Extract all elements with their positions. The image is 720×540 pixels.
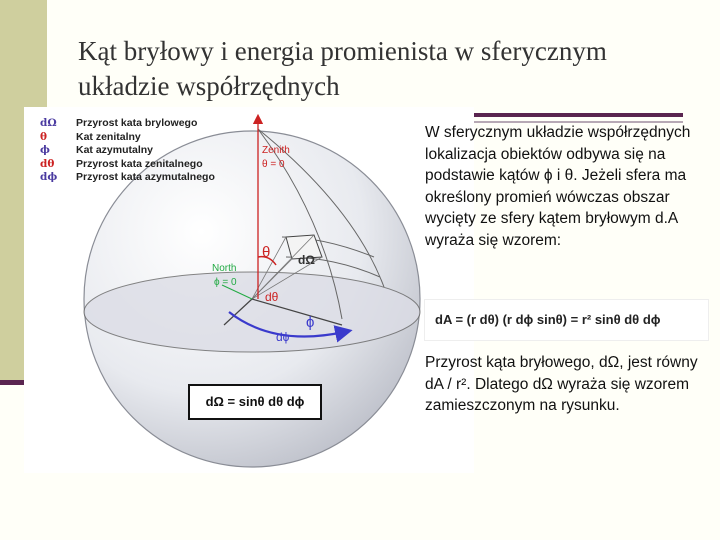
legend-label: Kat azymutalny xyxy=(76,144,154,156)
legend-symbol: dΩ xyxy=(40,117,57,129)
solid-angle-figure xyxy=(24,107,474,473)
d-phi-label: dϕ xyxy=(276,330,290,344)
zenith-label: Zenith xyxy=(262,145,290,156)
legend-label: Przyrost kata zenitalnego xyxy=(76,157,203,170)
north-angle-label: ϕ = 0 xyxy=(214,277,237,288)
legend-symbol: θ xyxy=(40,130,48,143)
legend-label: Przyrost kata azymutalnego xyxy=(76,171,215,183)
legend-item xyxy=(36,131,215,145)
legend xyxy=(36,117,215,185)
legend-item xyxy=(36,158,215,172)
equator-plane xyxy=(84,272,420,352)
paragraph-conclusion: Przyrost kąta bryłowego, dΩ, jest równy dA / r². Dlatego dΩ wyraża się wzorem zamieszczonym na rysunku. xyxy=(425,354,698,414)
legend-item xyxy=(36,171,215,185)
legend-item xyxy=(36,117,215,131)
d-theta-label: dθ xyxy=(265,290,279,304)
zenith-angle-label: θ = 0 xyxy=(262,159,285,170)
legend-item xyxy=(36,144,215,158)
legend-label: Przyrost kata brylowego xyxy=(76,117,198,129)
theta-label: θ xyxy=(262,244,271,261)
legend-symbol: dθ xyxy=(40,157,55,170)
area-formula: dA = (r dθ) (r dϕ sinθ) = r² sinθ dθ dϕ xyxy=(425,300,708,340)
legend-symbol: ϕ xyxy=(40,144,50,156)
slide-title: Kąt bryłowy i energia promienista w sferycznym układzie współrzędnych xyxy=(78,36,607,101)
paragraph-intro: W sferycznym układzie współrzędnych lokalizacja obiektów odbywa się na podstawie kątów ϕ i θ. Jeżeli sfera ma określony promień wówczas obszar wycięty ze sfery kątem bryłowym d.A wyraża się wzorem: xyxy=(425,124,691,249)
legend-label: Kat zenitalny xyxy=(76,130,141,143)
legend-symbol: dϕ xyxy=(40,171,58,183)
phi-label: ϕ xyxy=(306,314,315,331)
d-omega-label: dΩ xyxy=(298,253,315,267)
north-label: North xyxy=(212,263,237,274)
solid-angle-formula-box: dΩ = sinθ dθ dϕ xyxy=(188,384,322,420)
